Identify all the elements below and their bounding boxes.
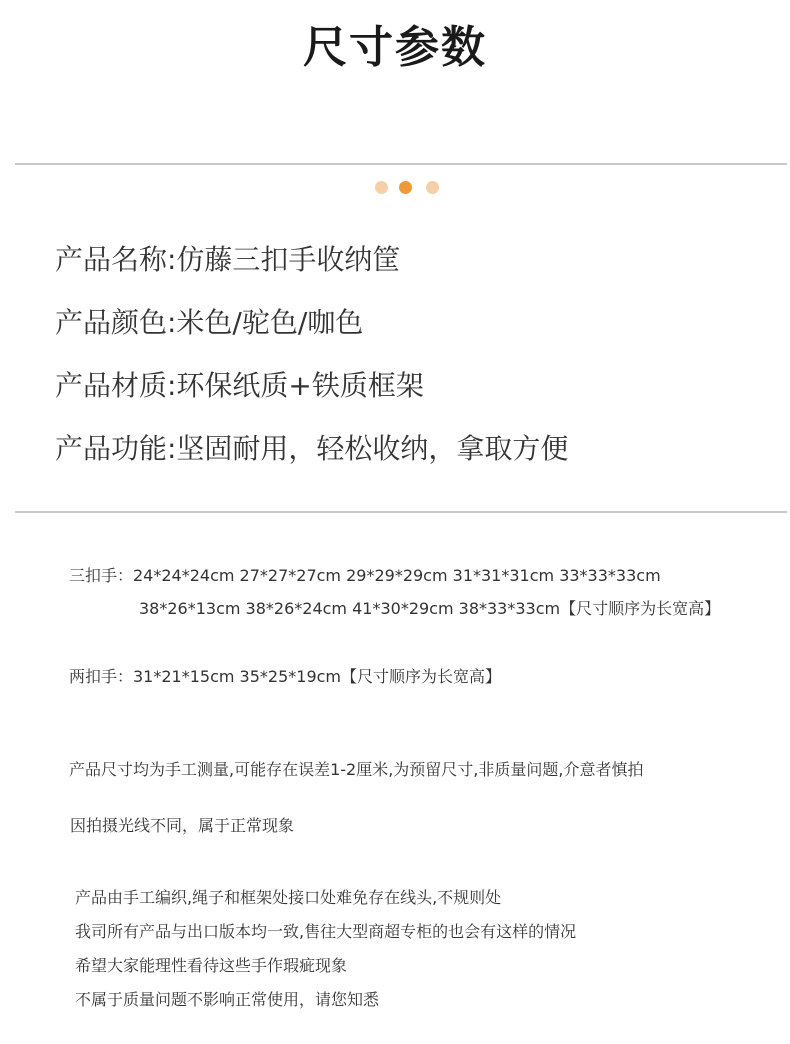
- product-material: 产品材质:环保纸质+铁质框架: [55, 369, 424, 402]
- bottom-divider: [15, 511, 787, 513]
- lighting-note: 因拍摄光线不同，属于正常现象: [70, 816, 295, 835]
- two-buckle-sizes: 两扣手：31*21*15cm 35*25*19cm【尺寸顺序为长宽高】: [69, 667, 502, 686]
- three-buckle-sizes-line-1: 三扣手：24*24*24cm 27*27*27cm 29*29*29cm 31*31*31cm 33*33*33cm: [69, 566, 661, 585]
- measurement-note: 产品尺寸均为手工测量,可能存在误差1-2厘米,为预留尺寸,非质量问题,介意者慎拍: [69, 760, 644, 779]
- handmade-note-1: 产品由手工编织,绳子和框架处接口处难免存在线头,不规则处: [75, 888, 502, 907]
- page-title: 尺寸参数: [303, 22, 487, 73]
- product-name: 产品名称:仿藤三扣手收纳筐: [55, 243, 401, 276]
- handmade-note-3: 希望大家能理性看待这些手作瑕疵现象: [75, 956, 348, 975]
- top-divider: [15, 163, 787, 165]
- pager-dot: [375, 181, 388, 194]
- pager-dots: [373, 180, 443, 196]
- three-buckle-sizes-line-2: 38*26*13cm 38*26*24cm 41*30*29cm 38*33*33cm【尺寸顺序为长宽高】: [139, 599, 721, 618]
- pager-dot: [426, 181, 439, 194]
- handmade-note-2: 我司所有产品与出口版本均一致,售往大型商超专柜的也会有这样的情况: [75, 922, 577, 941]
- handmade-note-4: 不属于质量问题不影响正常使用，请您知悉: [75, 990, 380, 1009]
- product-function: 产品功能:坚固耐用，轻松收纳，拿取方便: [55, 432, 569, 465]
- pager-dot-active: [399, 181, 412, 194]
- product-colors: 产品颜色:米色/驼色/咖色: [55, 306, 364, 339]
